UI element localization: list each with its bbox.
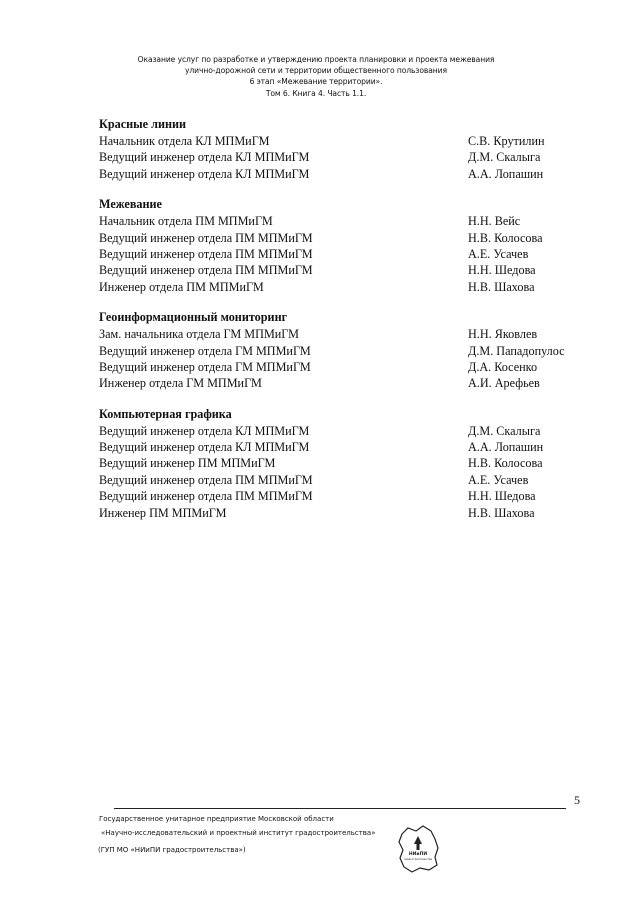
staff-name: А.И. Арефьев: [468, 376, 540, 391]
staff-name: А.А. Лопашин: [468, 166, 544, 181]
staff-role: Инженер отдела ПМ МПМиГМ: [99, 279, 264, 294]
staff-row: [99, 359, 559, 375]
staff-row: [99, 505, 559, 521]
staff-row: [99, 230, 559, 246]
footer-divider: [114, 808, 566, 809]
staff-role: Ведущий инженер отдела ГМ МПМиГМ: [99, 343, 311, 358]
staff-list: [99, 116, 565, 535]
staff-row: [99, 279, 559, 295]
footer-line-3: (ГУП МО «НИиПИ градостроительства»): [98, 846, 246, 854]
staff-row: [99, 439, 559, 455]
moscow-region-map-logo-icon: [396, 822, 440, 874]
header-line-3: 6 этап «Межевание территории».: [249, 77, 383, 87]
page-number: 5: [574, 793, 580, 807]
staff-role: Ведущий инженер отдела ГМ МПМиГМ: [99, 359, 311, 374]
staff-name: А.Е. Усачев: [468, 472, 529, 487]
staff-role: Начальник отдела КЛ МПМиГМ: [99, 134, 270, 148]
staff-row: [99, 133, 559, 149]
staff-role: Инженер отдела ГМ МПМиГМ: [99, 376, 262, 391]
section-title: Межевание: [99, 197, 162, 212]
staff-name: Н.Н. Вейс: [468, 214, 521, 229]
section: [99, 196, 559, 295]
staff-role: Ведущий инженер отдела ПМ МПМиГМ: [99, 246, 313, 261]
staff-name: А.А. Лопашин: [468, 440, 544, 455]
header-line-1: Оказание услуг по разработке и утверждению проекта планировки и проекта межевания: [137, 55, 495, 64]
staff-role: Зам. начальника отдела ГМ МПМиГМ: [99, 327, 300, 342]
staff-name: Н.В. Шахова: [468, 279, 535, 294]
header-line-2: улично-дорожной сети и территории общественного пользования: [185, 66, 447, 76]
staff-row: [99, 166, 559, 182]
staff-name: Д.А. Косенко: [468, 359, 538, 374]
section-title: Компьютерная графика: [99, 406, 232, 421]
staff-role: Ведущий инженер отдела КЛ МПМиГМ: [99, 440, 310, 455]
staff-name: Д.М. Пападопулос: [468, 343, 565, 358]
staff-role: Начальник отдела ПМ МПМиГМ: [99, 214, 273, 229]
staff-row: [99, 375, 559, 391]
staff-role: Ведущий инженер ПМ МПМиГМ: [99, 456, 276, 471]
section: [99, 116, 559, 182]
section: [99, 309, 565, 392]
section-title: Красные линии: [99, 117, 187, 131]
document-header: [0, 54, 632, 99]
staff-role: Ведущий инженер отдела ПМ МПМиГМ: [99, 263, 313, 278]
staff-row: [99, 472, 559, 488]
section: [99, 406, 559, 521]
staff-role: Ведущий инженер отдела ПМ МПМиГМ: [99, 489, 313, 504]
staff-role: Ведущий инженер отдела КЛ МПМиГМ: [99, 423, 310, 438]
staff-row: [99, 423, 559, 439]
staff-name: Н.В. Шахова: [468, 505, 535, 520]
staff-row: [99, 246, 559, 262]
svg-text:градостроительства: градостроительства: [403, 858, 433, 861]
staff-name: Н.В. Колосова: [468, 456, 543, 471]
footer-line-2: «Научно-исследовательский и проектный институт градостроительства»: [101, 829, 376, 837]
staff-name: Н.Н. Яковлев: [468, 327, 538, 342]
section-title: Геоинформационный мониторинг: [99, 310, 288, 325]
staff-role: Ведущий инженер отдела КЛ МПМиГМ: [99, 150, 310, 165]
staff-name: Д.М. Скалыга: [468, 150, 541, 165]
staff-name: Н.Н. Шедова: [468, 489, 536, 504]
staff-name: Н.В. Колосова: [468, 230, 543, 245]
staff-row: [99, 343, 565, 359]
staff-row: [99, 455, 559, 471]
svg-text:НИиПИ: НИиПИ: [408, 852, 428, 857]
staff-row: [99, 262, 559, 278]
staff-name: А.Е. Усачев: [468, 246, 529, 261]
staff-role: Ведущий инженер отдела КЛ МПМиГМ: [99, 166, 310, 181]
staff-row: [99, 149, 559, 165]
header-line-4: Том 6. Книга 4. Часть 1.1.: [265, 88, 367, 98]
staff-row: [99, 213, 559, 229]
staff-role: Ведущий инженер отдела ПМ МПМиГМ: [99, 230, 313, 245]
staff-row: [99, 488, 559, 504]
staff-name: Н.Н. Шедова: [468, 263, 536, 278]
staff-name: Д.М. Скалыга: [468, 423, 541, 438]
staff-row: [99, 326, 559, 342]
staff-name: С.В. Крутилин: [468, 134, 545, 148]
footer-line-1: Государственное унитарное предприятие Московской области: [99, 815, 334, 823]
document-footer: [98, 814, 375, 856]
staff-role: Инженер ПМ МПМиГМ: [99, 505, 227, 520]
staff-role: Ведущий инженер отдела ПМ МПМиГМ: [99, 472, 313, 487]
